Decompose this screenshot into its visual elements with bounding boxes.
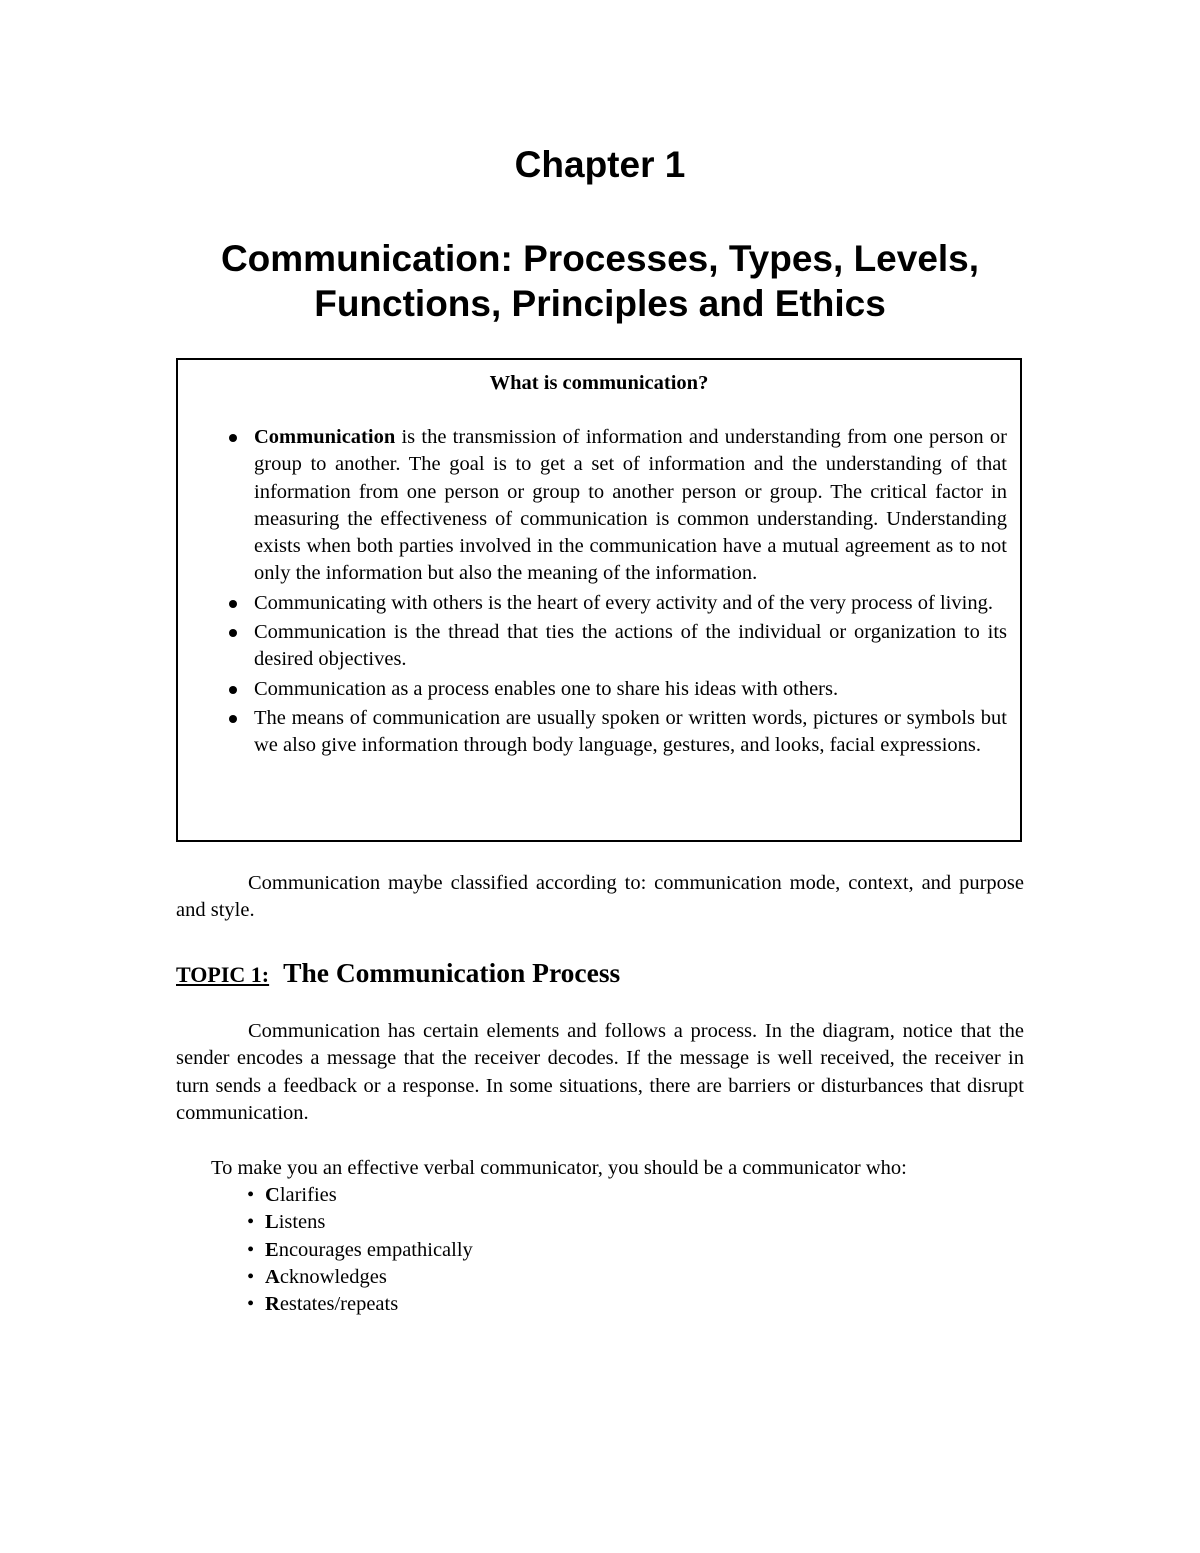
- skill-initial: E: [265, 1238, 279, 1261]
- definition-item: [254, 424, 1007, 588]
- chapter-title: [0, 236, 1200, 326]
- list-item: [247, 1182, 473, 1209]
- definition-box-heading: What is communication?: [489, 372, 709, 394]
- skill-initial: L: [265, 1211, 279, 1234]
- skill-rest: larifies: [279, 1184, 337, 1206]
- bullet-icon: •: [247, 1293, 255, 1316]
- bullet-icon: •: [247, 1238, 255, 1261]
- bullet-dot-icon: [229, 600, 237, 608]
- skill-rest: estates/repeats: [279, 1293, 399, 1316]
- definition-item: [254, 619, 1007, 674]
- list-item: [247, 1264, 473, 1291]
- skill-initial: C: [265, 1184, 280, 1206]
- definition-box: [176, 358, 1022, 842]
- bullet-icon: •: [247, 1265, 255, 1288]
- definition-text: is the transmission of information and understanding from one person or group to another. The goal is to get a set of information and the understanding of that information from one person or group to another person or group. The critical factor in measuring the effectiveness of communication is common understanding. Understanding exists when both parties involved in the communication have a mutual agreement as to not only the information but also the meaning of the information.: [254, 426, 1007, 585]
- topic-title: The Communication Process: [283, 957, 621, 988]
- bullet-dot-icon: [229, 715, 237, 723]
- definition-item: [254, 676, 1007, 703]
- topic-heading: [176, 957, 620, 989]
- bullet-dot-icon: [229, 434, 237, 442]
- chapter-title-line-2: Functions, Principles and Ethics: [314, 283, 886, 324]
- chapter-title-line-1: Communication: Processes, Types, Levels,: [220, 238, 980, 279]
- topic-label: TOPIC 1:: [176, 962, 270, 987]
- definition-text: Communication as a process enables one to share his ideas with others.: [254, 677, 839, 700]
- skill-rest: cknowledges: [279, 1265, 387, 1288]
- bullet-dot-icon: [229, 629, 237, 637]
- communicator-intro: To make you an effective verbal communicator, you should be a communicator who:: [211, 1157, 907, 1179]
- classification-paragraph: Communication maybe classified according to: communication mode, context, and purpose and style.: [176, 872, 1024, 922]
- definition-text: Communication is the thread that ties the actions of the individual or organization to its desired objectives.: [254, 621, 1007, 671]
- skill-initial: R: [265, 1293, 280, 1316]
- process-paragraph: Communication has certain elements and follows a process. In the diagram, notice that the sender encodes a message that the receiver decodes. If the message is well received, the receiver in turn sends a feedback or a response. In some situations, there are barriers or disturbances that disrupt communication.: [176, 1020, 1024, 1124]
- list-item: [247, 1291, 473, 1318]
- chapter-heading: Chapter 1: [514, 144, 686, 185]
- definition-text: The means of communication are usually spoken or written words, pictures or symbols but we also give information through body language, gestures, and looks, facial expressions.: [254, 706, 1007, 757]
- skill-rest: ncourages empathically: [278, 1238, 473, 1261]
- definition-list: [254, 424, 1007, 762]
- communicator-skill-list: [247, 1182, 473, 1318]
- definition-term: Communication: [254, 426, 396, 448]
- list-item: [247, 1209, 473, 1236]
- definition-text: Communicating with others is the heart of every activity and of the very process of living.: [254, 591, 993, 614]
- list-item: [247, 1237, 473, 1264]
- definition-item: [254, 705, 1007, 760]
- bullet-icon: •: [247, 1211, 255, 1234]
- skill-rest: istens: [278, 1211, 326, 1234]
- skill-initial: A: [265, 1265, 280, 1288]
- bullet-dot-icon: [229, 686, 237, 694]
- definition-item: [254, 590, 1007, 617]
- bullet-icon: •: [247, 1184, 255, 1206]
